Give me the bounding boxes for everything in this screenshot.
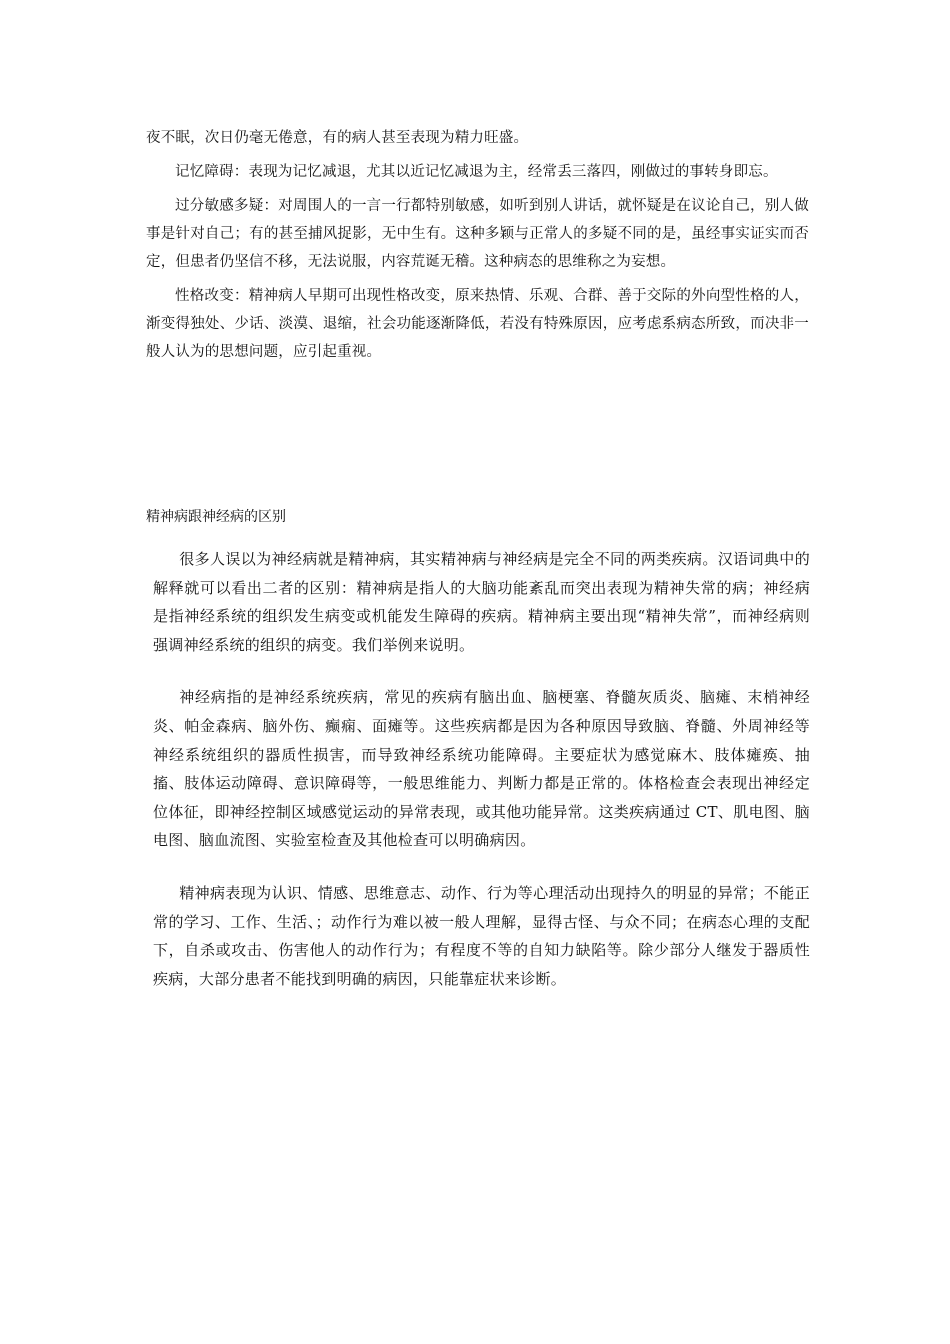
paragraph-insomnia-continuation: 夜不眠，次日仍毫无倦意，有的病人甚至表现为精力旺盛。 (146, 130, 529, 146)
section-heading: 精神病跟神经病的区别 (146, 509, 286, 525)
paragraph-mental-illness: 精神病表现为认识、情感、思维意志、动作、行为等心理活动出现持久的明显的异常；不能正常的学习、工作、生活、；动作行为难以被一般人理解，显得古怪、与众不同；在病态心理的支配下，自杀或攻击、伤害他人的动作行为；有程度不等的自知力缺陷等。除少部分人继发于器质性疾病，大部分患者不能找到明确的病因，只能靠症状来诊断。 (153, 883, 810, 988)
paragraph-intro: 很多人误以为神经病就是精神病，其实精神病与神经病是完全不同的两类疾病。汉语词典中的解释就可以看出二者的区别：精神病是指人的大脑功能紊乱而突出表现为精神失常的病；神经病是指神经系统的组织发生病变或机能发生障碍的疾病。精神病主要出现“精神失常”，而神经病则强调神经系统的组织的病变。我们举例来说明。 (153, 550, 810, 654)
difference-section (153, 545, 810, 1017)
paragraph-oversensitive-suspicion: 过分敏感多疑：对周围人的一言一行都特别敏感，如听到别人讲话，就怀疑是在议论自己，别人做事是针对自己；有的甚至捕风捉影，无中生有。这种多颖与正常人的多疑不同的是，虽经事实证实而否定，但患者仍坚信不移，无法说服，内容荒诞无稽。这种病态的思维称之为妄想。 (146, 198, 809, 270)
paragraph-neurological-disease: 神经病指的是神经系统疾病，常见的疾病有脑出血、脑梗塞、脊髓灰质炎、脑瘫、末梢神经炎、帕金森病、脑外伤、癫痫、面瘫等。这些疾病都是因为各种原因导致脑、脊髓、外周神经等神经系统组织的器质性损害，而导致神经系统功能障碍。主要症状为感觉麻木、肢体瘫痪、抽搐、肢体运动障碍、意识障碍等，一般思维能力、判断力都是正常的。体格检查会表现出神经定位体征，即神经控制区域感觉运动的异常表现，或其他功能异常。这类疾病通过 CT、肌电图、脑电图、脑血流图、实验室检查及其他检查可以明确病因。 (153, 688, 810, 850)
paragraph-personality-change: 性格改变：精神病人早期可出现性格改变，原来热情、乐观、合群、善于交际的外向型性格的人，渐变得独处、少话、淡漠、退缩，社会功能逐渐降低，若没有特殊原因，应考虑系病态所致，而决非一般人认为的思想问题，应引起重视。 (146, 288, 809, 360)
paragraph-memory-disorder: 记忆障碍：表现为记忆减退，尤其以近记忆减退为主，经常丢三落四，刚做过的事转身即忘。 (175, 164, 778, 180)
symptoms-section (146, 124, 809, 372)
